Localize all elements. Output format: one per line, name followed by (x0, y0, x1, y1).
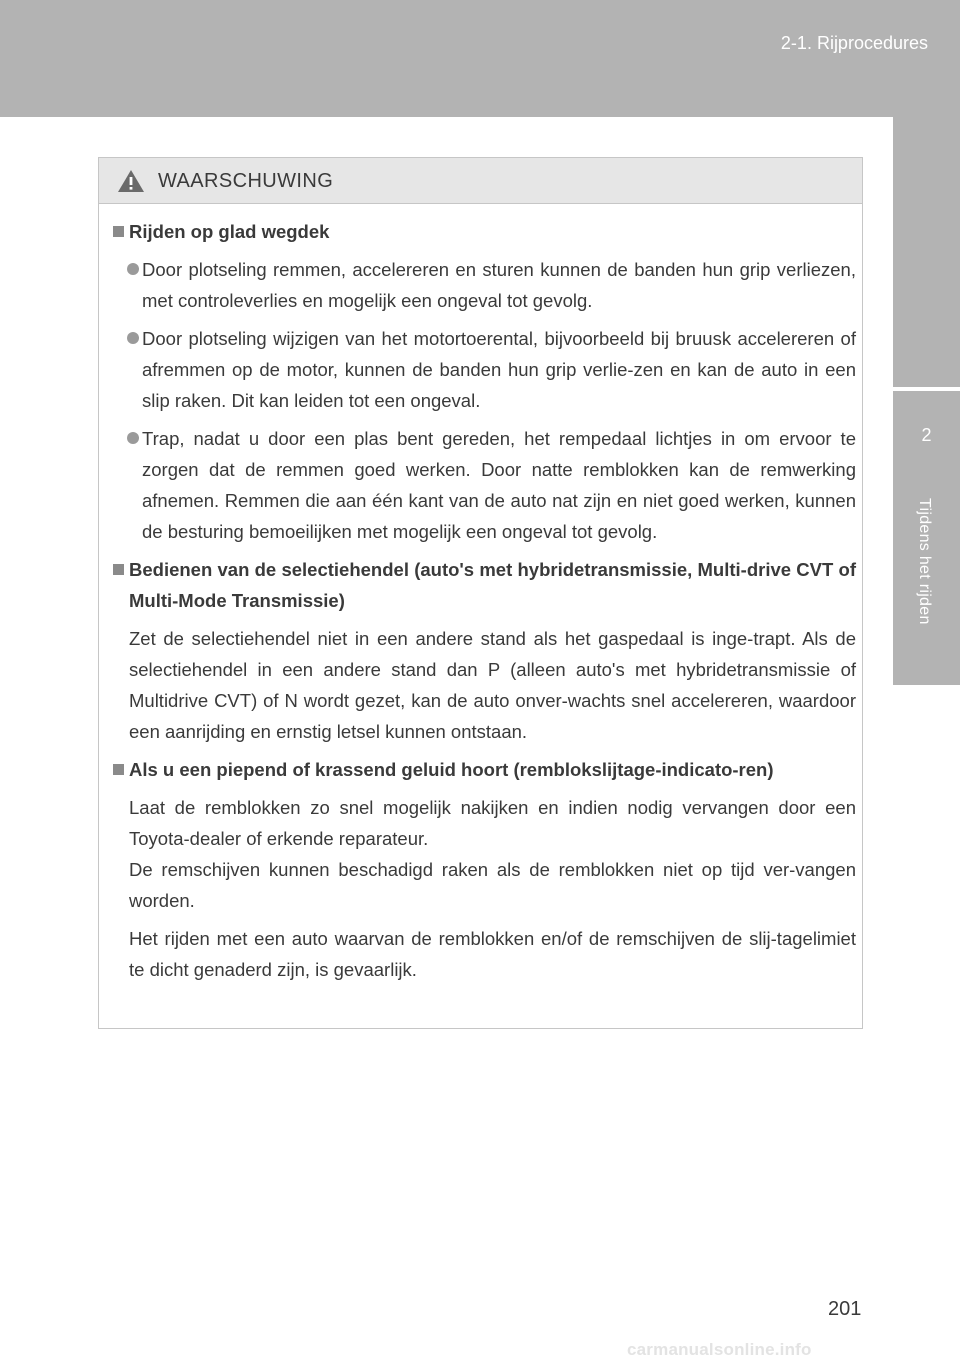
side-tab-top (893, 117, 960, 387)
section-title-text: Rijden op glad wegdek (129, 221, 330, 242)
warning-title: WAARSCHUWING (158, 170, 334, 192)
section-title-text: Bedienen van de selectiehendel (auto's met hybridetransmissie, Multi-drive CVT of Multi-Mode Transmissie) (129, 559, 856, 611)
warning-triangle-icon (117, 169, 145, 193)
chapter-title: 2-1. Rijprocedures (780, 33, 928, 53)
warning-box (98, 157, 863, 1029)
section-title (113, 216, 856, 247)
bullet-text: Door plotseling remmen, accelereren en sturen kunnen de banden hun grip verliezen, met controleverlies en mogelijk een ongeval tot gevolg. (142, 259, 856, 311)
watermark: carmanualsonline.info (627, 1340, 812, 1359)
round-bullet-icon (127, 332, 139, 344)
square-bullet-icon (113, 226, 124, 237)
side-tab-label: Tijdens het rijden (916, 498, 933, 625)
paragraph: Het rijden met een auto waarvan de remblokken en/of de remschijven de slij-tagelimiet te dicht genaderd zijn, is gevaarlijk. (129, 928, 856, 980)
section-title-text: Als u een piepend of krassend geluid hoort (remblokslijtage-indicato-ren) (129, 759, 774, 780)
warning-content (113, 216, 856, 992)
page-number: 201 (828, 1298, 862, 1320)
side-tab-number: 2 (921, 425, 932, 445)
bullet-item (113, 423, 856, 547)
bullet-item (113, 323, 856, 416)
paragraph: Zet de selectiehendel niet in een andere stand als het gaspedaal is inge-trapt. Als de selectiehendel in een andere stand dan P (alleen auto's met hybridetransmissie of Multidrive CVT) of N wordt gezet, kan de auto onver-wachts snel accelereren, waardoor een aanrijding en ernstig letsel kunnen ontstaan. (129, 628, 856, 742)
square-bullet-icon (113, 764, 124, 775)
page-header (0, 0, 960, 117)
paragraph: De remschijven kunnen beschadigd raken als de remblokken niet op tijd ver-vangen worden. (129, 859, 856, 911)
paragraph: Laat de remblokken zo snel mogelijk nakijken en indien nodig vervangen door een Toyota-dealer of erkende reparateur. (129, 797, 856, 849)
warning-header (99, 158, 862, 204)
bullet-text: Trap, nadat u door een plas bent gereden, het rempedaal lichtjes in om ervoor te zorgen dat de remmen goed werken. Door natte remblokken kan de remwerking afnemen. Remmen die aan één kant van de auto nat zijn en niet goed werken, kunnen de besturing bemoeilijken met mogelijk een ongeval tot gevolg. (142, 428, 856, 542)
section-title (113, 554, 856, 616)
bullet-item (113, 254, 856, 316)
round-bullet-icon (127, 432, 139, 444)
bullet-text: Door plotseling wijzigen van het motortoerental, bijvoorbeeld bij bruusk accelereren of afremmen op de motor, kunnen de banden hun grip verlie-zen en kan de auto in een slip raken. Dit kan leiden tot een ongeval. (142, 328, 856, 411)
round-bullet-icon (127, 263, 139, 275)
square-bullet-icon (113, 564, 124, 575)
section-title (113, 754, 856, 785)
